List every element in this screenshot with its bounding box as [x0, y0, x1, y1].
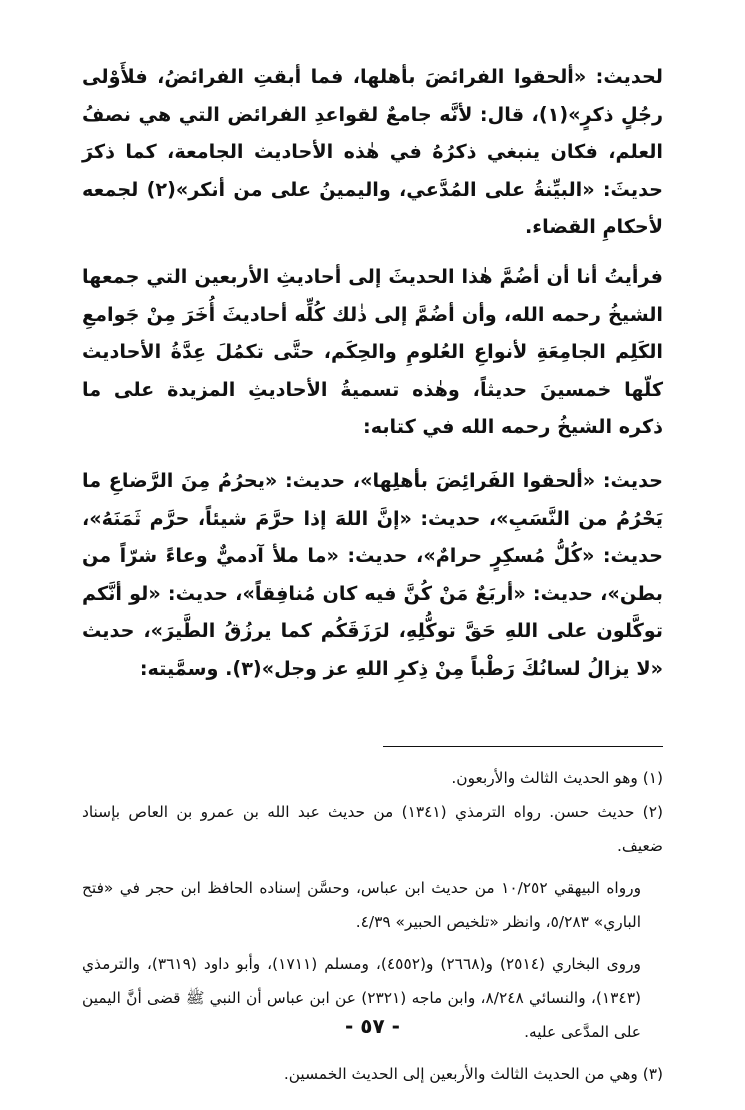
- paragraph-2: فرأيتُ أنا أن أضُمَّ هٰذا الحديثَ إلى أحاديثِ الأربعين التي جمعها الشيخُ رحمه الله، وأن أضُمَّ إلى ذٰلك كُلِّه أحاديثَ أُخَرَ مِنْ جَوامعِ الكَلِم الجامِعَةِ لأنواعِ العُلومِ والحِكَم، حتَّى تكمُلَ عِدَّةُ الأحاديث كلّها خمسينَ حديثاً، وهٰذه تسميةُ الأحاديثِ المزيدة على ما ذكره الشيخُ رحمه الله في كتابه:: [82, 264, 663, 439]
- footnote-1: (١) وهو الحديث الثالث والأربعون.: [451, 768, 663, 787]
- footnotes: [82, 761, 663, 1091]
- footnote-separator: [383, 746, 663, 747]
- footnote-2: (٢) حديث حسن. رواه الترمذي (١٣٤١) من حديث عبد الله بن عمرو بن العاص بإسناد ضعيف.: [82, 802, 663, 855]
- paragraph-3: حديث: «ألحقوا الفَرائِضَ بأهلِها»، حديث: «يحرُمُ مِنَ الرَّضاعِ ما يَحْرُمُ من النَّسَبِ»، حديث: «إنَّ اللهَ إذا حرَّمَ شيئاً، حرَّم ثَمَنَهُ»، حديث: «كُلُّ مُسكِرٍ حرامٌ»، حديث: «ما ملأ آدميٌّ وعاءً شرّاً من بطن»، حديث: «أربَعٌ مَنْ كُنَّ فيه كان مُنافِقاً»، حديث: «لو أنَّكم توكَّلون على اللهِ حَقَّ توكُّلِهِ، لرَزَقَكُم كما يرزُقُ الطَّيرَ»، حديث «لا يزالُ لسانُكَ رَطْباً مِنْ ذِكرِ اللهِ عز وجل»(٣). وسمَّيته:: [82, 468, 663, 680]
- main-text: [82, 58, 663, 688]
- footnote-2-continued-2: وروى البخاري (٢٥١٤) و(٢٦٦٨) و(٤٥٥٢)، ومسلم (١٧١١)، وأبو داود (٣٦١٩)، والترمذي (١٣٤٣)، والنسائي ٨/٢٤٨، وابن ماجه (٢٣٢١) عن ابن عباس أن النبي ﷺ قضى أنَّ اليمين على المدَّعى عليه.: [82, 954, 641, 1041]
- page-number: - ٥٧ -: [345, 1014, 400, 1038]
- paragraph-1: لحديث: «ألحقوا الفرائضَ بأهلها، فما أبقتِ الفرائضُ، فلأَوْلى رجُلٍ ذكرٍ»(١)، قال: لأنَّه جامعٌ لقواعدِ الفرائض التي هي نصفُ العلم، فكان ينبغي ذكرُهُ في هٰذه الأحاديث الجامعة، كما ذكرَ حديثَ: «البيِّنةُ على المُدَّعي، واليمينُ على من أنكر»(٢) لجمعه لأحكامِ القضاء.: [82, 65, 663, 239]
- footnote-3: (٣) وهي من الحديث الثالث والأربعين إلى الحديث الخمسين.: [283, 1064, 663, 1083]
- footnote-2-continued: ورواه البيهقي ١٠/٢٥٢ من حديث ابن عباس، وحسَّن إسناده الحافظ ابن حجر في «فتح الباري» ٥/٢٨٣، وانظر «تلخيص الحبير» ٤/٣٩.: [82, 878, 641, 931]
